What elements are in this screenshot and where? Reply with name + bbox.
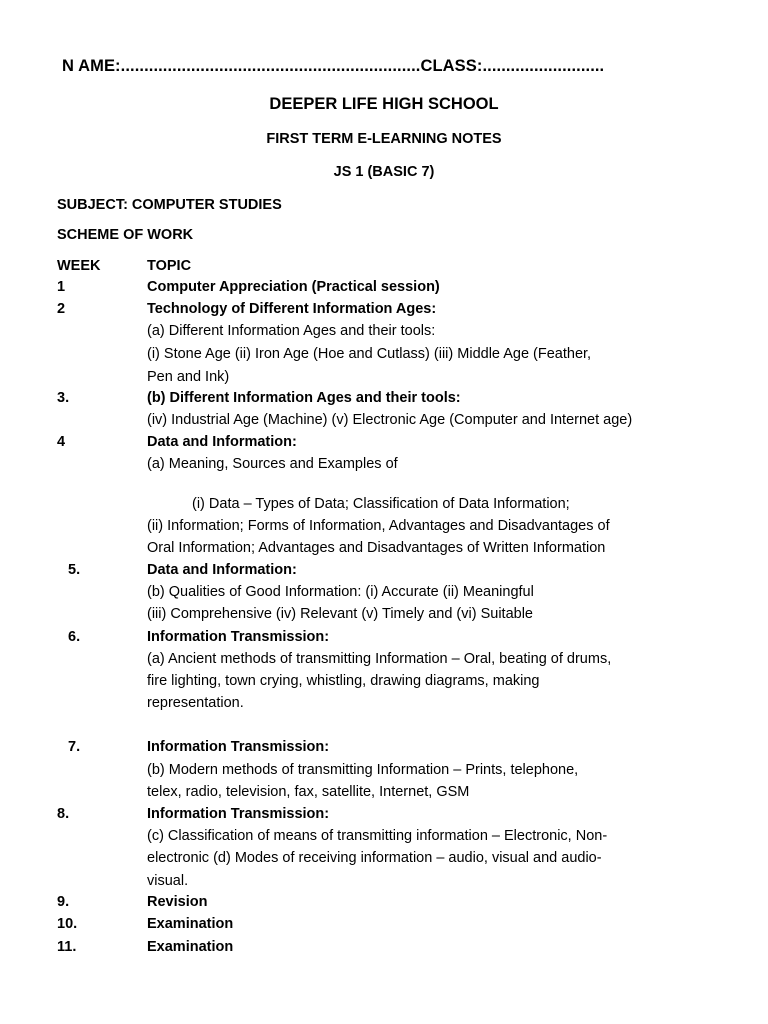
topic-text: (iii) Comprehensive (iv) Relevant (v) Timely and (vi) Suitable [147,606,533,622]
topic-column-header: TOPIC [147,258,192,274]
table-row [0,537,768,559]
table-row [0,515,768,537]
table-row [0,870,768,892]
table-header-row [0,255,768,277]
topic-text: Computer Appreciation (Practical session) [147,279,440,295]
topic-text: fire lighting, town crying, whistling, drawing diagrams, making [147,673,540,689]
topic-text: Pen and Ink) [147,369,230,385]
table-row [0,692,768,714]
school-name: DEEPER LIFE HIGH SCHOOL [269,95,499,113]
topic-text: Information Transmission: [147,739,330,755]
table-row [0,648,768,670]
week-number: 1 [57,279,66,295]
table-row [0,891,768,913]
week-number: 5. [68,562,81,578]
topic-text: Data and Information: [147,434,297,450]
table-row [0,387,768,409]
week-number: 8. [57,806,70,822]
topic-text: (i) Stone Age (ii) Iron Age (Hoe and Cutlass) (iii) Middle Age (Feather, [147,346,592,362]
table-row [0,781,768,803]
table-row [0,276,768,298]
topic-text: electronic (d) Modes of receiving information – audio, visual and audio- [147,850,602,866]
week-number: 11. [57,939,77,955]
table-row [0,559,768,581]
week-number: 4 [57,434,66,450]
topic-text: (a) Meaning, Sources and Examples of [147,456,398,472]
topic-text: (b) Qualities of Good Information: (i) Accurate (ii) Meaningful [147,584,534,600]
table-row [0,298,768,320]
table-row [0,409,768,431]
class-title: JS 1 (BASIC 7) [333,164,435,180]
table-row [0,626,768,648]
week-number: 2 [57,301,66,317]
table-row [0,431,768,453]
topic-text: visual. [147,873,189,889]
week-number: 9. [57,894,70,910]
table-row [0,913,768,935]
table-row [0,759,768,781]
topic-text: Information Transmission: [147,806,330,822]
topic-text: (a) Ancient methods of transmitting Information – Oral, beating of drums, [147,651,612,667]
topic-text: (b) Different Information Ages and their tools: [147,390,461,406]
topic-text: representation. [147,695,244,711]
topic-text: Technology of Different Information Ages: [147,301,437,317]
topic-text: Oral Information; Advantages and Disadvantages of Written Information [147,540,606,556]
table-row [0,670,768,692]
table-row [0,581,768,603]
table-row [0,847,768,869]
topic-text: Information Transmission: [147,629,330,645]
table-row [0,825,768,847]
topic-text: (i) Data – Types of Data; Classification of Data Information; [192,496,570,512]
topic-text: (ii) Information; Forms of Information, Advantages and Disadvantages of [147,518,610,534]
week-column-header: WEEK [57,258,101,274]
table-row [0,493,768,515]
scheme-label: SCHEME OF WORK [57,227,194,243]
week-number: 7. [68,739,81,755]
subject-label: SUBJECT: COMPUTER STUDIES [57,197,282,213]
table-row [0,803,768,825]
topic-text: Examination [147,916,234,932]
topic-text: (iv) Industrial Age (Machine) (v) Electronic Age (Computer and Internet age) [147,412,633,428]
table-row [0,320,768,342]
week-number: 3. [57,390,70,406]
name-class-line: N AME:................................................................CLASS:.......................... [62,57,605,75]
week-number: 10. [57,916,78,932]
topic-text: Examination [147,939,234,955]
topic-text: (c) Classification of means of transmitting information – Electronic, Non- [147,828,608,844]
term-title: FIRST TERM E-LEARNING NOTES [266,131,502,147]
topic-text: Data and Information: [147,562,297,578]
table-row [0,343,768,365]
week-number: 6. [68,629,81,645]
topic-text: telex, radio, television, fax, satellite, Internet, GSM [147,784,470,800]
topic-text: (a) Different Information Ages and their tools: [147,323,436,339]
table-row [0,603,768,625]
table-row [0,936,768,958]
topic-text: Revision [147,894,208,910]
table-row [0,453,768,475]
topic-text: (b) Modern methods of transmitting Information – Prints, telephone, [147,762,579,778]
table-row [0,366,768,388]
table-row [0,736,768,758]
